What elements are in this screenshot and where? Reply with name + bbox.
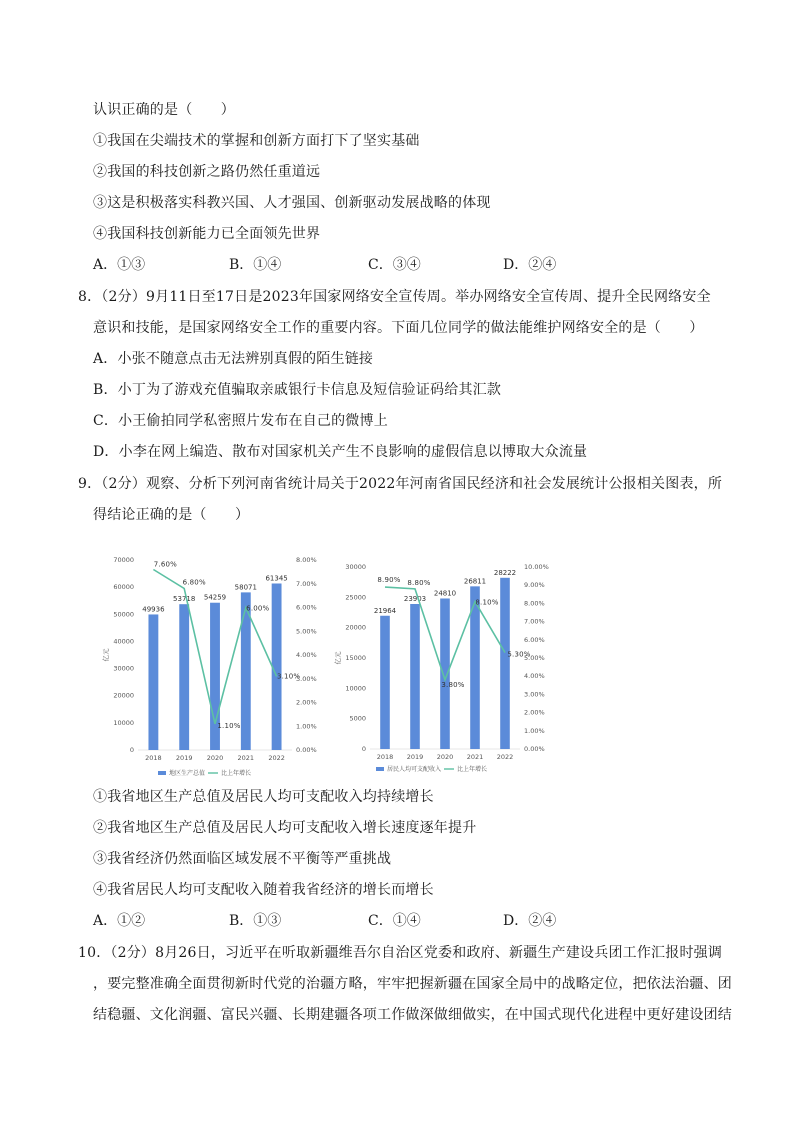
q7-item-3: ③这是积极落实科教兴国、人才强国、创新驱动发展战略的体现 xyxy=(93,195,491,211)
q10-stem-line-2: ，要完整准确全面贯彻新时代党的治疆方略，牢牢把握新疆在国家全局中的战略定位，把依法治疆、团 xyxy=(93,976,732,992)
legend-bar-label: 居民人均可支配收入 xyxy=(387,766,442,773)
q8-stem-line-1: 8．（2分）9月11日至17日是2023年国家网络安全宣传周。举办网络安全宣传周、提升全民网络安全 xyxy=(78,289,711,305)
x-tick-label: 2022 xyxy=(268,754,285,762)
q7-item-4: ④我国科技创新能力已全面领先世界 xyxy=(93,226,321,242)
x-tick-label: 2018 xyxy=(145,754,162,762)
q10-stem-line-1: 10．（2分）8月26日，习近平在听取新疆维吾尔自治区党委和政府、新疆生产建设兵团工作汇报时强调 xyxy=(78,945,723,961)
growth-value-label: 8.10% xyxy=(475,598,499,607)
y-axis-title: 亿元 xyxy=(334,651,342,665)
q8-choice-c[interactable]: C．小王偷拍同学私密照片发布在自己的微博上 xyxy=(93,413,388,429)
y2-tick-label: 2.00% xyxy=(296,698,317,707)
q9-option-b[interactable]: B．①③ xyxy=(229,913,282,929)
bar-value-label: 58071 xyxy=(234,583,257,592)
x-tick-label: 2019 xyxy=(406,753,424,761)
legend-bar-label: 地区生产总值 xyxy=(169,770,206,777)
y2-tick-label: 7.00% xyxy=(524,617,545,626)
q9-option-c[interactable]: C．①④ xyxy=(368,913,421,929)
y2-tick-label: 0.00% xyxy=(524,745,545,753)
y2-tick-label: 10.00% xyxy=(524,563,549,571)
q8-stem-line-2: 意识和技能，是国家网络安全工作的重要内容。下面几位同学的做法能维护网络安全的是（ ） xyxy=(93,320,704,336)
y-tick-label: 15000 xyxy=(345,654,366,662)
legend-line-label: 比上年增长 xyxy=(457,766,488,773)
q8-choice-d[interactable]: D．小李在网上编造、散布对国家机关产生不良影响的虚假信息以博取大众流量 xyxy=(93,444,588,460)
y-tick-label: 40000 xyxy=(113,637,134,646)
y2-tick-label: 0.00% xyxy=(296,746,317,754)
y2-tick-label: 8.00% xyxy=(296,556,317,564)
y2-tick-label: 1.00% xyxy=(296,722,317,731)
q7-item-1: ①我国在尖端技术的掌握和创新方面打下了坚实基础 xyxy=(93,133,420,149)
bar-value-label: 49936 xyxy=(142,605,165,614)
x-tick-label: 2022 xyxy=(496,753,514,761)
y-tick-label: 70000 xyxy=(113,556,134,564)
growth-value-label: 5.30% xyxy=(507,650,531,659)
x-tick-label: 2020 xyxy=(436,753,454,761)
x-tick-label: 2021 xyxy=(466,753,484,761)
q9-item-1: ①我省地区生产总值及居民人均可支配收入均持续增长 xyxy=(93,789,434,805)
y2-tick-label: 4.00% xyxy=(524,672,545,681)
q9-item-3: ③我省经济仍然面临区域发展不平衡等严重挑战 xyxy=(93,851,392,867)
y-tick-label: 0 xyxy=(129,746,134,754)
q9-item-4: ④我省居民人均可支配收入随着我省经济的增长而增长 xyxy=(93,882,434,898)
q7-option-b[interactable]: B．①④ xyxy=(229,257,282,273)
y-tick-label: 30000 xyxy=(345,563,366,571)
legend-bar-swatch xyxy=(158,771,166,775)
y-tick-label: 5000 xyxy=(349,714,366,723)
q9-option-d[interactable]: D．②④ xyxy=(503,913,557,929)
y-tick-label: 50000 xyxy=(113,610,134,619)
bar xyxy=(380,616,390,749)
q10-stem-line-3: 结稳疆、文化润疆、富民兴疆、长期建疆各项工作做深做细做实，在中国式现代化进程中更好建设团结 xyxy=(93,1007,732,1023)
gdp-chart xyxy=(100,552,340,784)
y2-tick-label: 1.00% xyxy=(524,726,545,735)
bar-value-label: 61345 xyxy=(265,574,288,583)
y-tick-label: 20000 xyxy=(345,623,366,632)
bar xyxy=(410,604,420,749)
legend-line-label: 比上年增长 xyxy=(221,770,252,777)
q7-option-c[interactable]: C．③④ xyxy=(368,257,421,273)
growth-value-label: 3.10% xyxy=(276,672,301,681)
bar-value-label: 24810 xyxy=(433,589,457,598)
y-tick-label: 0 xyxy=(361,745,366,753)
growth-value-label: 3.80% xyxy=(441,680,465,689)
q9-item-2: ②我省地区生产总值及居民人均可支配收入增长速度逐年提升 xyxy=(93,820,477,836)
y2-tick-label: 4.00% xyxy=(296,651,317,659)
bar-value-label: 23903 xyxy=(403,594,427,603)
y2-tick-label: 9.00% xyxy=(524,581,545,590)
y-tick-label: 60000 xyxy=(113,583,134,592)
growth-value-label: 6.80% xyxy=(182,578,206,587)
y2-tick-label: 5.00% xyxy=(524,654,545,662)
gdp-chart-svg xyxy=(100,552,340,784)
income-chart xyxy=(334,560,580,782)
growth-value-label: 7.60% xyxy=(153,560,178,569)
q7-option-a[interactable]: A．①③ xyxy=(93,257,146,273)
bar-value-label: 53718 xyxy=(173,595,196,604)
q7-options xyxy=(93,255,693,275)
q9-stem-line-2: 得结论正确的是（ ） xyxy=(93,507,250,523)
growth-value-label: 8.90% xyxy=(377,576,401,585)
q8-choice-b[interactable]: B．小丁为了游戏充值骗取亲戚银行卡信息及短信验证码给其汇款 xyxy=(93,382,502,398)
y-tick-label: 10000 xyxy=(345,684,366,693)
q8-choice-a[interactable]: A．小张不随意点击无法辨别真假的陌生链接 xyxy=(93,351,374,367)
growth-value-label: 8.80% xyxy=(407,578,431,587)
bar-value-label: 54259 xyxy=(203,593,227,602)
q7-stem-tail: 认识正确的是（ ） xyxy=(93,102,235,118)
y2-tick-label: 6.00% xyxy=(296,603,317,612)
income-chart-svg xyxy=(334,560,580,782)
q7-option-d[interactable]: D．②④ xyxy=(503,257,557,273)
q7-item-2: ②我国的科技创新之路仍然任重道远 xyxy=(93,164,321,180)
y-tick-label: 25000 xyxy=(345,593,366,602)
y2-tick-label: 7.00% xyxy=(296,579,317,588)
y-tick-label: 10000 xyxy=(113,718,134,727)
bar xyxy=(500,578,510,749)
q9-stem-line-1: 9．（2分）观察、分析下列河南省统计局关于2022年河南省国民经济和社会发展统计公报相关图表，所 xyxy=(78,476,723,492)
bar-value-label: 28222 xyxy=(493,568,517,577)
y2-tick-label: 5.00% xyxy=(296,627,317,636)
y2-tick-label: 3.00% xyxy=(524,690,545,699)
y-axis-title: 亿元 xyxy=(102,648,110,662)
bar xyxy=(440,598,450,749)
growth-value-label: 6.00% xyxy=(246,604,270,613)
y2-tick-label: 6.00% xyxy=(524,635,545,644)
y2-tick-label: 2.00% xyxy=(524,708,545,717)
q9-option-a[interactable]: A．①② xyxy=(93,913,146,929)
bar xyxy=(179,604,189,750)
y2-tick-label: 3.00% xyxy=(296,674,317,683)
x-tick-label: 2018 xyxy=(376,753,394,761)
q9-options xyxy=(93,911,693,931)
bar xyxy=(148,614,158,750)
x-tick-label: 2019 xyxy=(175,754,193,762)
x-tick-label: 2020 xyxy=(206,754,224,762)
y-tick-label: 30000 xyxy=(113,664,134,673)
x-tick-label: 2021 xyxy=(237,754,255,762)
y-tick-label: 20000 xyxy=(113,691,134,700)
bar-value-label: 26811 xyxy=(463,577,487,586)
legend-bar-swatch xyxy=(376,767,384,771)
y2-tick-label: 8.00% xyxy=(524,599,545,608)
growth-value-label: 1.10% xyxy=(217,721,241,730)
bar-value-label: 21964 xyxy=(373,606,397,615)
